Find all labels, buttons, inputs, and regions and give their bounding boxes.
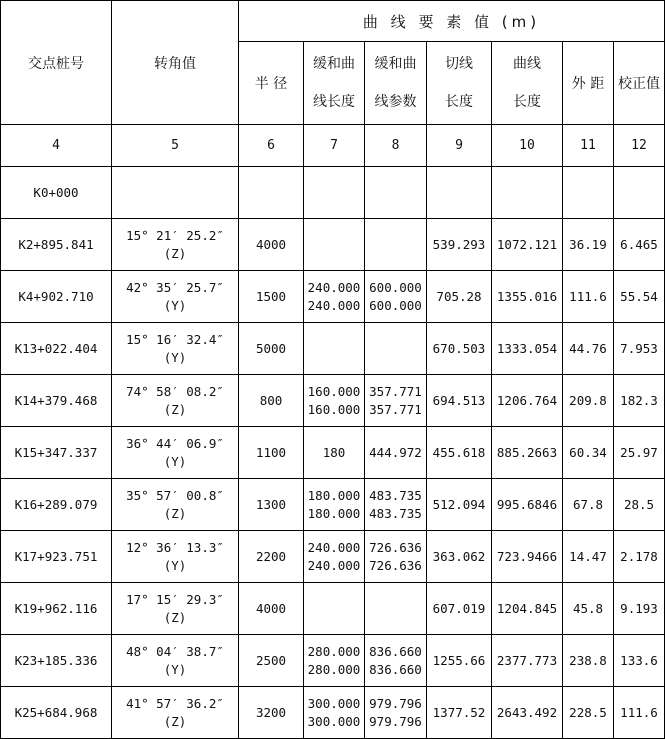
header-angle: 转角值 (112, 1, 239, 125)
radius-cell: 3200 (239, 687, 304, 739)
angle-cell (112, 219, 239, 271)
transition-param-cell-value: 444.972 (369, 444, 422, 460)
tangent-length-cell: 455.618 (427, 427, 492, 479)
transition-length-cell-value: 280.000 (307, 643, 361, 659)
station-cell: K25+684.968 (1, 687, 112, 739)
tangent-length-cell: 363.062 (427, 531, 492, 583)
curve-length-cell: 1204.845 (492, 583, 563, 635)
correction-cell: 2.178 (614, 531, 665, 583)
column-number: 12 (614, 125, 665, 167)
transition-param-cell-value: 726.636 (369, 539, 422, 555)
angle-cell (112, 427, 239, 479)
transition-param-cell (365, 635, 427, 687)
header-radius: 半 径 (239, 42, 304, 125)
table-row (1, 635, 665, 687)
table-row (1, 375, 665, 427)
tangent-length-cell: 1377.52 (427, 687, 492, 739)
table-row (1, 531, 665, 583)
angle-cell (112, 583, 239, 635)
transition-param-cell-value: 836.660 (369, 661, 422, 677)
angle-cell (112, 271, 239, 323)
tangent-length-cell: 694.513 (427, 375, 492, 427)
curve-length-cell: 885.2663 (492, 427, 563, 479)
header-curve (492, 42, 563, 125)
external-distance-cell: 67.8 (563, 479, 614, 531)
header-tangent-line2: 长度 (445, 94, 473, 110)
table-row (1, 583, 665, 635)
angle-value: 15° 21′ 25.2″ (126, 227, 224, 243)
transition-length-cell-value: 160.000 (307, 401, 361, 417)
correction-cell: 7.953 (614, 323, 665, 375)
radius-cell: 2500 (239, 635, 304, 687)
transition-length-cell (304, 427, 365, 479)
angle-direction: (Y) (163, 453, 187, 469)
external-distance-cell: 111.6 (563, 271, 614, 323)
external-distance-cell: 36.19 (563, 219, 614, 271)
correction-cell (614, 167, 665, 219)
transition-param-cell (365, 167, 427, 219)
correction-cell: 6.465 (614, 219, 665, 271)
header-correction: 校正值 (614, 42, 665, 125)
correction-cell: 9.193 (614, 583, 665, 635)
radius-cell: 2200 (239, 531, 304, 583)
table-row (1, 271, 665, 323)
station-cell: K16+289.079 (1, 479, 112, 531)
correction-cell: 28.5 (614, 479, 665, 531)
table-row (1, 427, 665, 479)
tangent-length-cell: 670.503 (427, 323, 492, 375)
angle-value: 15° 16′ 32.4″ (126, 331, 224, 347)
transition-param-cell (365, 323, 427, 375)
angle-value: 74° 58′ 08.2″ (126, 383, 224, 399)
header-transition-length (304, 42, 365, 125)
correction-cell: 182.3 (614, 375, 665, 427)
transition-length-cell (304, 687, 365, 739)
column-number-row (1, 125, 665, 167)
column-number: 10 (492, 125, 563, 167)
external-distance-cell (563, 167, 614, 219)
external-distance-cell: 209.8 (563, 375, 614, 427)
transition-param-cell-value: 483.735 (369, 505, 422, 521)
transition-length-cell (304, 323, 365, 375)
transition-length-cell (304, 531, 365, 583)
table-row (1, 167, 665, 219)
transition-param-cell (365, 219, 427, 271)
table-row (1, 219, 665, 271)
angle-value: 35° 57′ 00.8″ (126, 487, 224, 503)
external-distance-cell: 228.5 (563, 687, 614, 739)
angle-direction: (Y) (163, 349, 187, 365)
column-number: 11 (563, 125, 614, 167)
transition-length-cell-value: 280.000 (307, 661, 361, 677)
transition-param-cell (365, 427, 427, 479)
transition-param-cell (365, 375, 427, 427)
curve-length-cell: 2377.773 (492, 635, 563, 687)
angle-direction: (Y) (163, 661, 187, 677)
external-distance-cell: 238.8 (563, 635, 614, 687)
transition-length-cell-value: 240.000 (307, 279, 361, 295)
radius-cell: 1100 (239, 427, 304, 479)
transition-param-cell-value: 357.771 (369, 383, 422, 399)
transition-param-cell-value: 836.660 (369, 643, 422, 659)
table-row (1, 479, 665, 531)
column-number: 5 (112, 125, 239, 167)
external-distance-cell: 44.76 (563, 323, 614, 375)
station-cell: K19+962.116 (1, 583, 112, 635)
transition-length-cell (304, 271, 365, 323)
station-cell: K0+000 (1, 167, 112, 219)
table-body (1, 167, 665, 739)
tangent-length-cell (427, 167, 492, 219)
angle-direction: (Z) (163, 245, 187, 261)
angle-cell (112, 323, 239, 375)
transition-param-cell-value: 357.771 (369, 401, 422, 417)
station-cell: K4+902.710 (1, 271, 112, 323)
column-number: 6 (239, 125, 304, 167)
header-transition-param (365, 42, 427, 125)
angle-value: 41° 57′ 36.2″ (126, 695, 224, 711)
station-cell: K23+185.336 (1, 635, 112, 687)
transition-length-cell (304, 635, 365, 687)
header-curve-elements: 曲 线 要 素 值 (m) (239, 1, 665, 42)
transition-length-cell (304, 583, 365, 635)
header-tangent-line1: 切线 (445, 56, 473, 72)
angle-cell (112, 635, 239, 687)
header-transition-param-line2: 线参数 (374, 94, 417, 110)
angle-value: 48° 04′ 38.7″ (126, 643, 224, 659)
station-cell: K17+923.751 (1, 531, 112, 583)
curve-length-cell: 995.6846 (492, 479, 563, 531)
header-transition-length-line1: 缓和曲 (313, 56, 355, 72)
angle-value: 12° 36′ 13.3″ (126, 539, 224, 555)
transition-length-cell-value: 160.000 (307, 383, 361, 399)
curve-length-cell: 723.9466 (492, 531, 563, 583)
radius-cell: 4000 (239, 583, 304, 635)
curve-length-cell: 1206.764 (492, 375, 563, 427)
header-station: 交点桩号 (1, 1, 112, 125)
column-number: 8 (365, 125, 427, 167)
angle-cell (112, 687, 239, 739)
curve-length-cell: 1333.054 (492, 323, 563, 375)
station-cell: K14+379.468 (1, 375, 112, 427)
tangent-length-cell: 607.019 (427, 583, 492, 635)
radius-cell: 800 (239, 375, 304, 427)
column-number: 4 (1, 125, 112, 167)
transition-param-cell-value: 979.796 (369, 695, 422, 711)
angle-direction: (Z) (163, 505, 187, 521)
header-transition-param-line1: 缓和曲 (374, 56, 417, 72)
transition-length-cell-value: 240.000 (307, 539, 361, 555)
table-row (1, 687, 665, 739)
radius-cell: 1500 (239, 271, 304, 323)
column-number: 7 (304, 125, 365, 167)
station-cell: K15+347.337 (1, 427, 112, 479)
transition-length-cell (304, 479, 365, 531)
transition-length-cell-value: 240.000 (307, 297, 361, 313)
angle-direction: (Z) (163, 713, 187, 729)
transition-param-cell-value: 600.000 (369, 297, 422, 313)
radius-cell: 5000 (239, 323, 304, 375)
curve-length-cell: 1072.121 (492, 219, 563, 271)
transition-param-cell-value: 600.000 (369, 279, 422, 295)
tangent-length-cell: 539.293 (427, 219, 492, 271)
external-distance-cell: 45.8 (563, 583, 614, 635)
transition-length-cell (304, 219, 365, 271)
header-transition-length-line2: 线长度 (313, 94, 355, 110)
tangent-length-cell: 705.28 (427, 271, 492, 323)
correction-cell: 25.97 (614, 427, 665, 479)
transition-param-cell-value: 726.636 (369, 557, 422, 573)
transition-length-cell-value: 180.000 (307, 487, 361, 503)
angle-value: 42° 35′ 25.7″ (126, 279, 224, 295)
column-number: 9 (427, 125, 492, 167)
angle-value: 17° 15′ 29.3″ (126, 591, 224, 607)
curve-length-cell: 2643.492 (492, 687, 563, 739)
external-distance-cell: 60.34 (563, 427, 614, 479)
header-external: 外 距 (563, 42, 614, 125)
transition-param-cell-value: 483.735 (369, 487, 422, 503)
transition-param-cell (365, 479, 427, 531)
header-curve-line1: 曲线 (513, 56, 541, 72)
transition-length-cell-value: 240.000 (307, 557, 361, 573)
transition-param-cell (365, 687, 427, 739)
tangent-length-cell: 1255.66 (427, 635, 492, 687)
angle-direction: (Z) (163, 401, 187, 417)
transition-param-cell-value: 979.796 (369, 713, 422, 729)
angle-direction: (Y) (163, 297, 187, 313)
angle-value: 36° 44′ 06.9″ (126, 435, 224, 451)
transition-length-cell-value: 300.000 (307, 713, 361, 729)
header-curve-line2: 长度 (513, 94, 541, 110)
angle-cell (112, 375, 239, 427)
angle-cell (112, 531, 239, 583)
table-row (1, 323, 665, 375)
curve-length-cell (492, 167, 563, 219)
transition-param-cell (365, 583, 427, 635)
radius-cell: 1300 (239, 479, 304, 531)
transition-length-cell-value: 300.000 (307, 695, 361, 711)
angle-direction: (Z) (163, 609, 187, 625)
correction-cell: 133.6 (614, 635, 665, 687)
transition-length-cell-value: 180 (322, 444, 346, 460)
transition-length-cell (304, 167, 365, 219)
header-tangent (427, 42, 492, 125)
station-cell: K13+022.404 (1, 323, 112, 375)
station-cell: K2+895.841 (1, 219, 112, 271)
correction-cell: 111.6 (614, 687, 665, 739)
angle-direction: (Y) (163, 557, 187, 573)
external-distance-cell: 14.47 (563, 531, 614, 583)
angle-cell (112, 167, 239, 219)
radius-cell: 4000 (239, 219, 304, 271)
transition-length-cell (304, 375, 365, 427)
tangent-length-cell: 512.094 (427, 479, 492, 531)
transition-length-cell-value: 180.000 (307, 505, 361, 521)
transition-param-cell (365, 271, 427, 323)
angle-cell (112, 479, 239, 531)
correction-cell: 55.54 (614, 271, 665, 323)
transition-param-cell (365, 531, 427, 583)
radius-cell (239, 167, 304, 219)
curve-length-cell: 1355.016 (492, 271, 563, 323)
